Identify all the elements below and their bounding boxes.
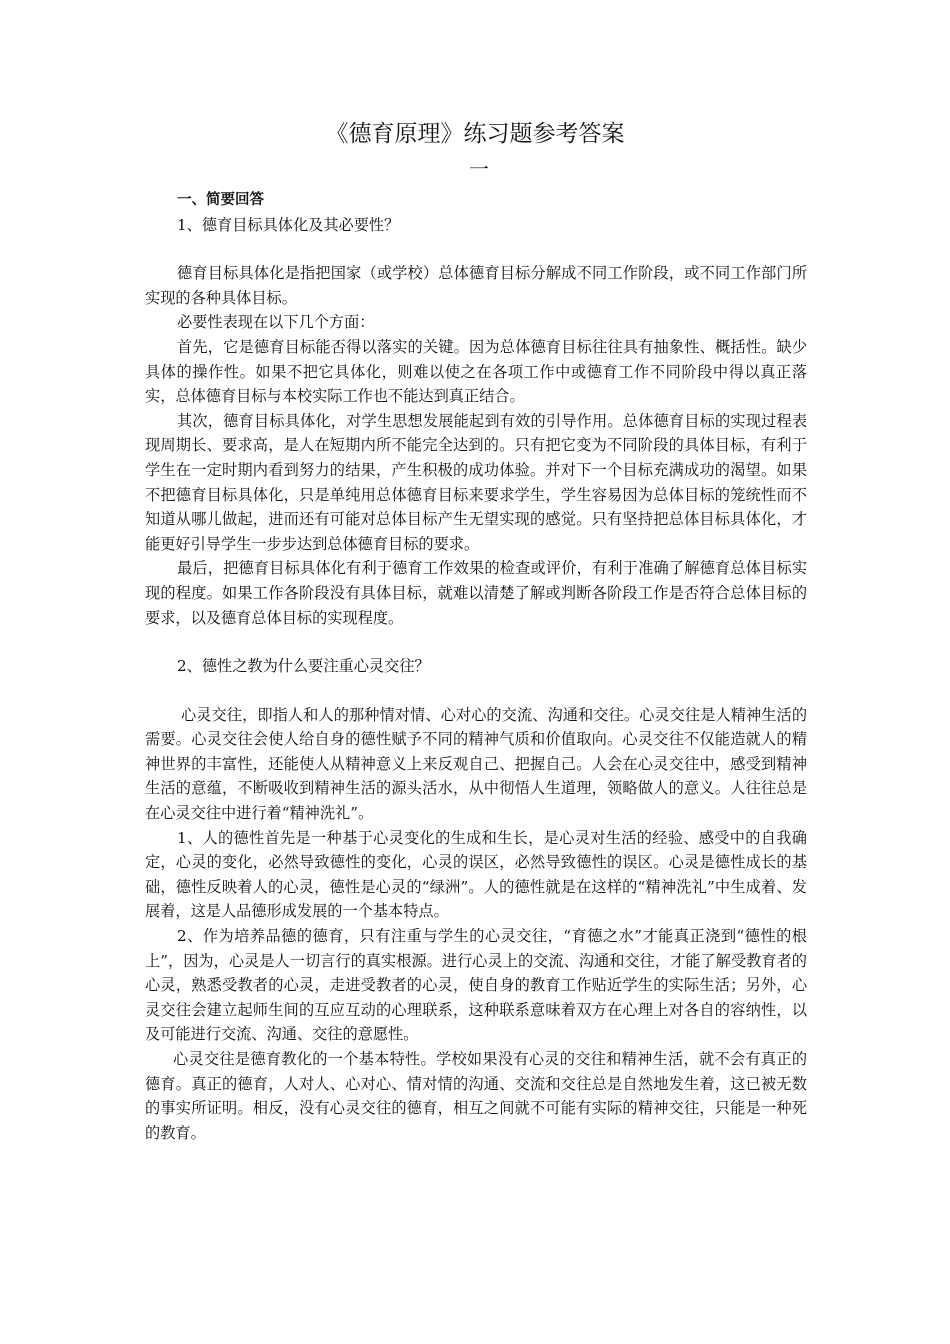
document-subtitle: 一 <box>469 157 489 181</box>
q2-paragraph-2: 1、人的德性首先是一种基于心灵变化的生成和生长，是心灵对生活的经验、感受中的自我确定，心灵的变化，必然导致德性的变化，心灵的误区，必然导致德性的误区。心灵是德性成长的基础，德性反映着人的心灵，德性是心灵的“绿洲”。人的德性就是在这样的“精神洗礼”中生成着、发展着，这是人品德形成发展的一个基本特点。 <box>145 828 807 921</box>
question-1: 1、德育目标具体化及其必要性？ <box>177 215 400 234</box>
q1-paragraph-1: 德育目标具体化是指把国家（或学校）总体德育目标分解成不同工作阶段，或不同工作部门所实现的各种具体目标。 <box>145 264 807 307</box>
q1-paragraph-2: 必要性表现在以下几个方面： <box>177 313 375 332</box>
spacer <box>145 679 807 703</box>
spacer <box>145 630 807 654</box>
q2-paragraph-1: 心灵交往，即指人和人的那种情对情、心对心的交流、沟通和交往。心灵交往是人精神生活的需要。心灵交往会使人给自身的德性赋予不同的精神气质和价值取向。心灵交往不仅能造就人的精神世界的丰富性，还能使人从精神意义上来反观自己、把握自己。人会在心灵交往中，感受到精神生活的意蕴，不断吸收到精神生活的源头活水，从中彻悟人生道理，领略做人的意义。人往往总是在心灵交往中进行着“精神洗礼”。 <box>145 705 807 823</box>
spacer <box>145 237 807 261</box>
section-heading: 一、简要回答 <box>177 192 264 208</box>
q2-paragraph-3: 2、作为培养品德的德育，只有注重与学生的心灵交往，“育德之水”才能真正浇到“德性的根上”，因为，心灵是人一切言行的真实根源。进行心灵上的交流、沟通和交往，才能了解受教育者的心灵，熟悉受教者的心灵，走进受教者的心灵，使自身的教育工作贴近学生的实际生活；另外，心灵交往会建立起师生间的互应互动的心理联系，这种联系意味着双方在心理上对各自的容纳性，以及可能进行交流、沟通、交往的意愿性。 <box>145 927 807 1044</box>
q1-paragraph-4: 其次，德育目标具体化，对学生思想发展能起到有效的引导作用。总体德育目标的实现过程表现周期长、要求高，是人在短期内所不能完全达到的。只有把它变为不同阶段的具体目标，有利于学生在一定时期内看到努力的结果，产生积极的成功体验。并对下一个目标充满成功的渴望。如果不把德育目标具体化，只是单纯用总体德育目标来要求学生，学生容易因为总体目标的笼统性而不知道从哪儿做起，进而还有可能对总体目标产生无望实现的感觉。只有坚持把总体目标具体化，才能更好引导学生一步步达到总体德育目标的要求。 <box>145 411 807 553</box>
document-title: 《德育原理》练习题参考答案 <box>325 121 625 147</box>
q1-paragraph-3: 首先，它是德育目标能否得以落实的关键。因为总体德育目标往往具有抽象性、概括性。缺少具体的操作性。如果不把它具体化，则难以使之在各项工作中或德育工作不同阶段中得以真正落实，总体德育目标与本校实际工作也不能达到真正结合。 <box>145 337 807 406</box>
document-body <box>145 188 807 1145</box>
question-2: 2、德性之教为什么要注重心灵交往？ <box>177 657 430 676</box>
q2-paragraph-4: 心灵交往是德育教化的一个基本特性。学校如果没有心灵的交往和精神生活，就不会有真正的德育。真正的德育，人对人、心对心、情对情的沟通、交流和交往总是自然地发生着，这已被无数的事实所证明。相反，没有心灵交往的德育，相互之间就不可能有实际的精神交往，只能是一种死的教育。 <box>145 1050 807 1142</box>
q1-paragraph-5: 最后，把德育目标具体化有利于德育工作效果的检查或评价，有利于准确了解德育总体目标实现的程度。如果工作各阶段没有具体目标，就难以清楚了解或判断各阶段工作是否符合总体目标的要求，以及德育总体目标的实现程度。 <box>145 559 807 627</box>
